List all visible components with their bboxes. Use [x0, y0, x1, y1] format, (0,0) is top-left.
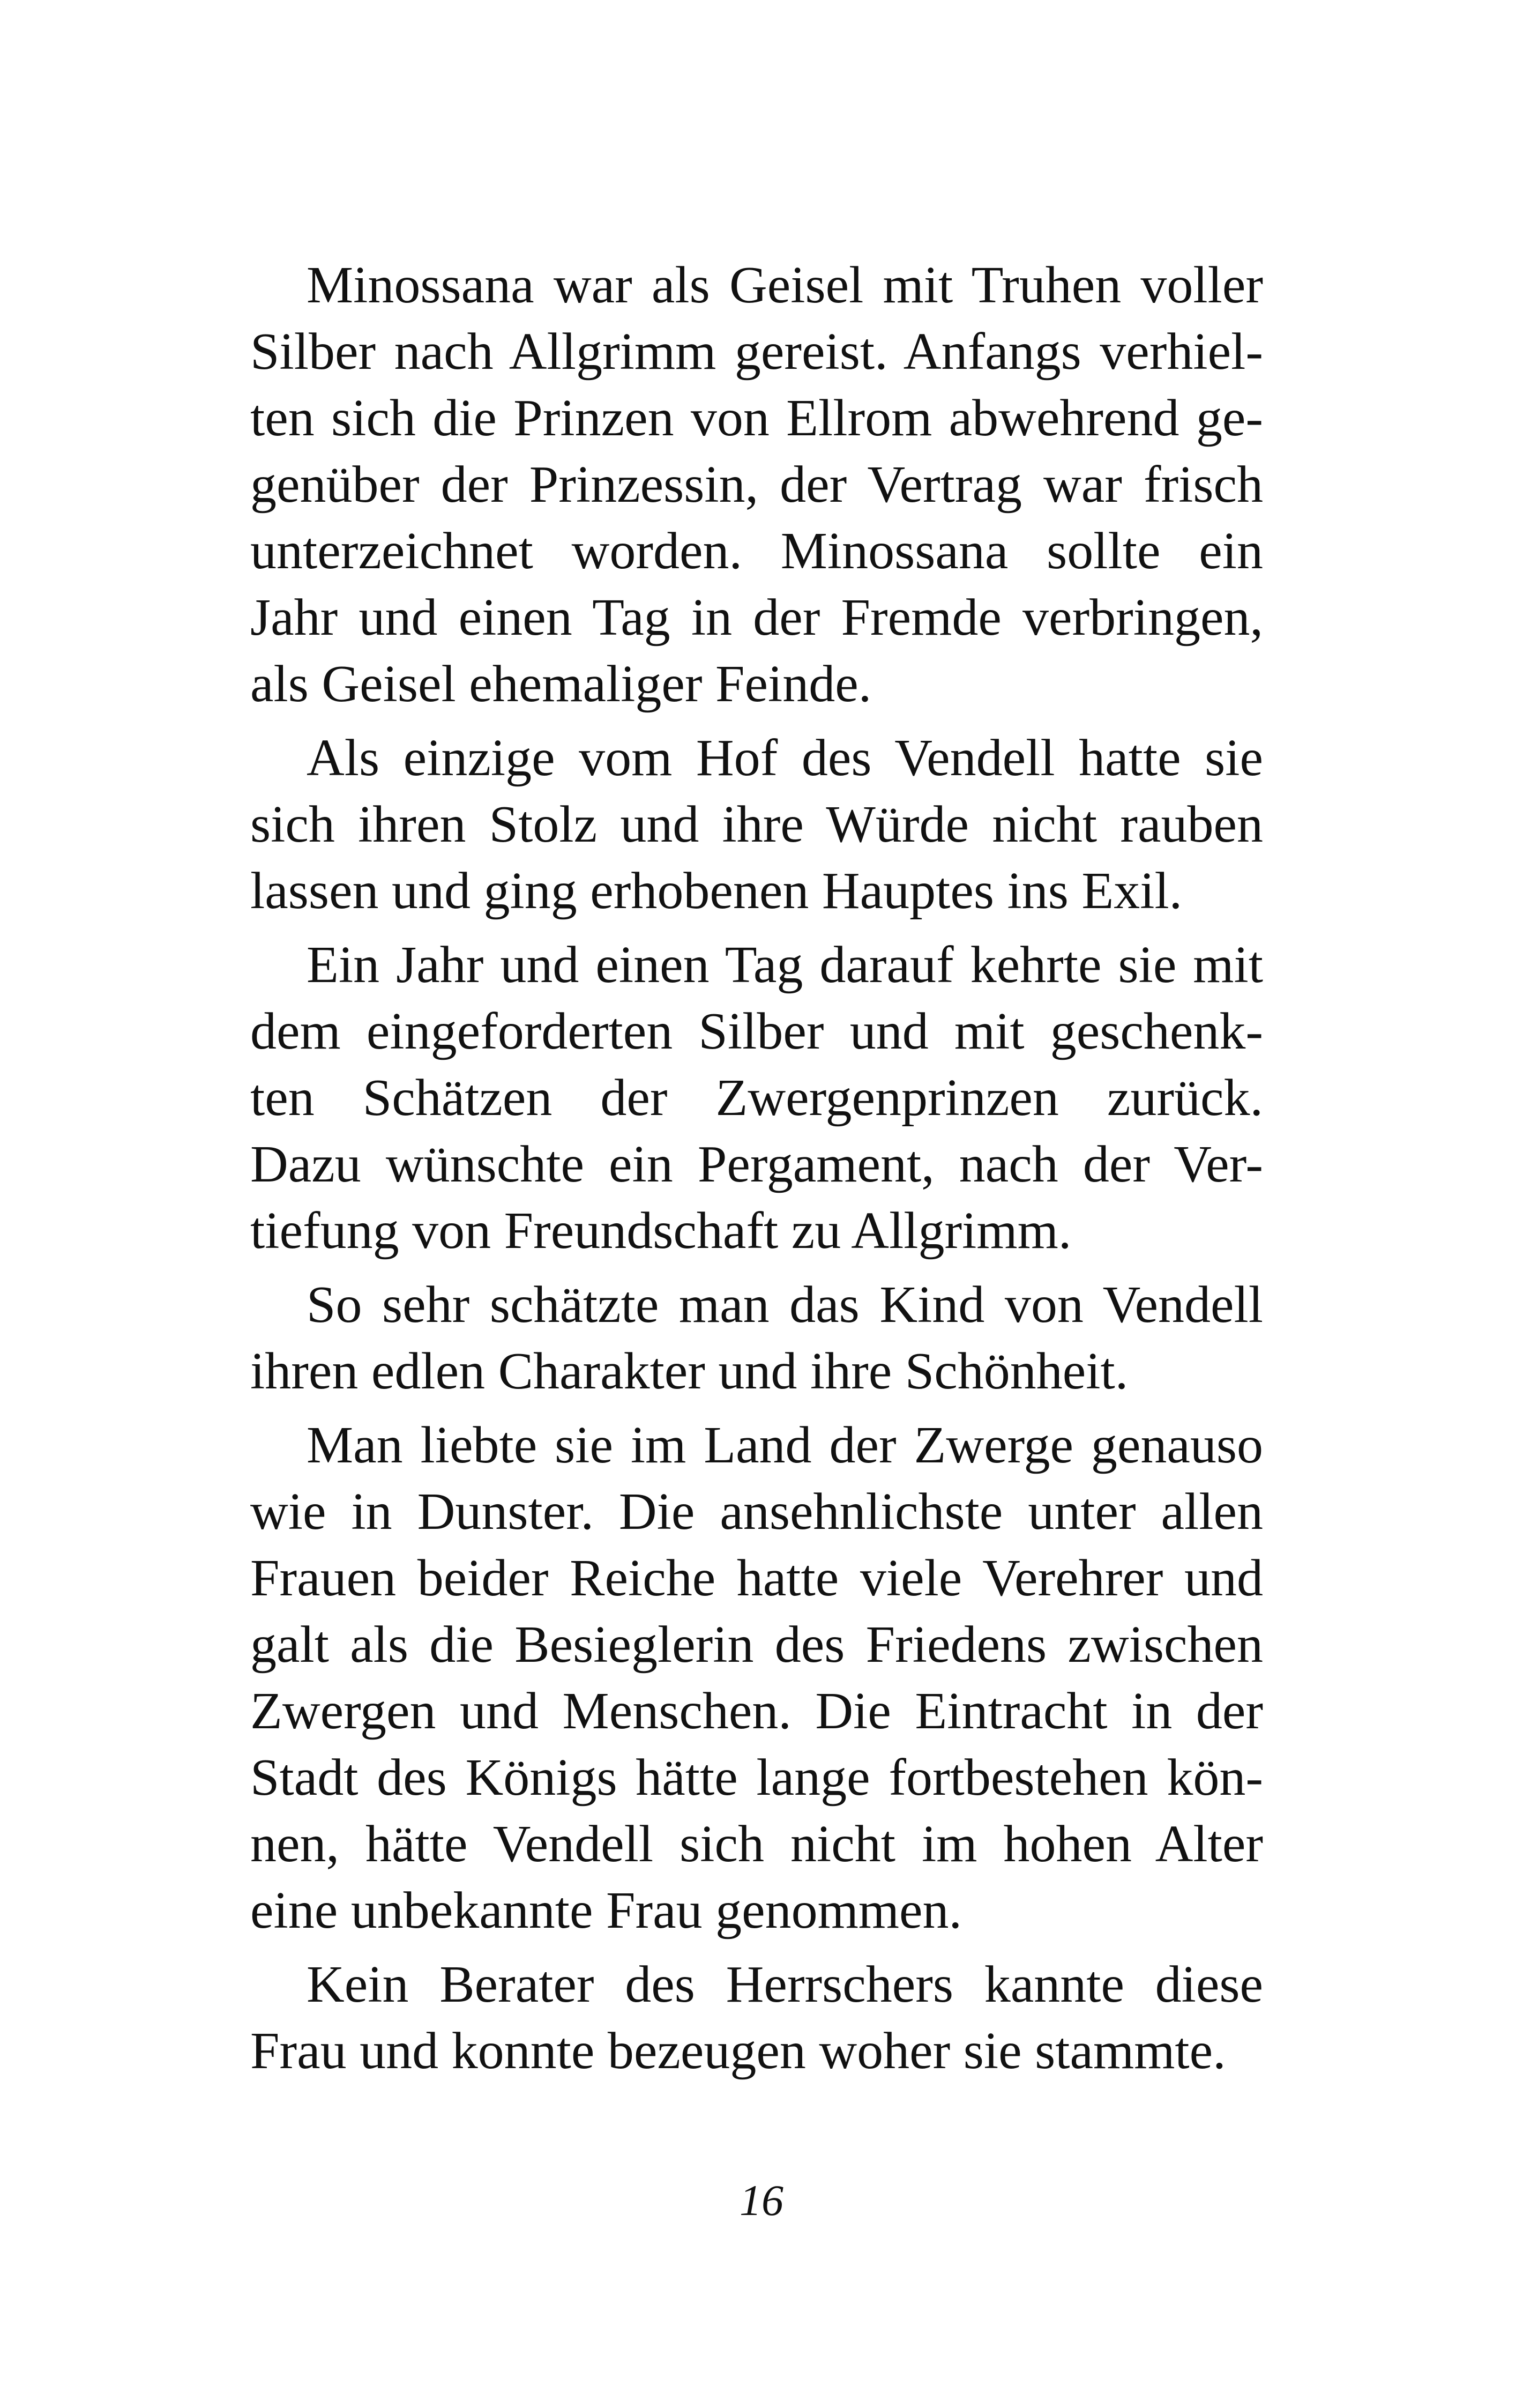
text-line: nen, hätte Vendell sich nicht im hohen Alter [250, 1815, 1263, 1873]
text-line: Jahr und einen Tag in der Fremde verbringen, [250, 589, 1263, 646]
paragraph [250, 932, 1263, 1264]
text-line: Zwergen und Menschen. Die Eintracht in der [250, 1682, 1263, 1740]
paragraph [250, 1951, 1263, 2084]
text-line: Man liebte sie im Land der Zwerge genauso [307, 1416, 1263, 1474]
text-line: ten sich die Prinzen von Ellrom abwehrend ge- [250, 389, 1263, 447]
page-number: 16 [740, 2176, 783, 2225]
text-line: Frau und konnte bezeugen woher sie stammte. [250, 2022, 1226, 2080]
text-line: lassen und ging erhobenen Hauptes ins Exil. [250, 862, 1183, 920]
text-line: Frauen beider Reiche hatte viele Verehrer und [250, 1549, 1263, 1607]
paragraph [250, 725, 1263, 924]
text-line: Kein Berater des Herrschers kannte diese [307, 1956, 1263, 2013]
paragraph [250, 1272, 1263, 1404]
text-line: genüber der Prinzessin, der Vertrag war frisch [250, 456, 1263, 514]
text-line: wie in Dunster. Die ansehnlichste unter allen [250, 1483, 1263, 1541]
text-line: Silber nach Allgrimm gereist. Anfangs verhiel- [250, 323, 1263, 381]
text-line: ihren edlen Charakter und ihre Schönheit. [250, 1342, 1129, 1400]
paragraph [250, 252, 1263, 717]
text-line: Dazu wünschte ein Pergament, nach der Ver- [250, 1135, 1263, 1193]
text-line: Ein Jahr und einen Tag darauf kehrte sie mit [307, 936, 1263, 994]
text-line: Minossana war als Geisel mit Truhen voller [307, 256, 1263, 314]
text-line: unterzeichnet worden. Minossana sollte ein [250, 522, 1263, 580]
text-line: ten Schätzen der Zwergenprinzen zurück. [250, 1069, 1263, 1127]
text-line: tiefung von Freundschaft zu Allgrimm. [250, 1202, 1072, 1260]
text-line: galt als die Besieglerin des Friedens zwischen [250, 1616, 1263, 1674]
text-line: sich ihren Stolz und ihre Würde nicht rauben [250, 796, 1263, 853]
text-line: eine unbekannte Frau genommen. [250, 1882, 962, 1939]
body-text [250, 252, 1263, 2084]
text-line: Als einzige vom Hof des Vendell hatte sie [307, 729, 1263, 787]
text-line: Stadt des Königs hätte lange fortbestehen kön- [250, 1749, 1263, 1807]
text-line: dem eingeforderten Silber und mit geschenk- [250, 1002, 1263, 1060]
text-line: als Geisel ehemaliger Feinde. [250, 655, 872, 713]
text-line: So sehr schätzte man das Kind von Vendell [307, 1276, 1263, 1334]
paragraph [250, 1412, 1263, 1944]
